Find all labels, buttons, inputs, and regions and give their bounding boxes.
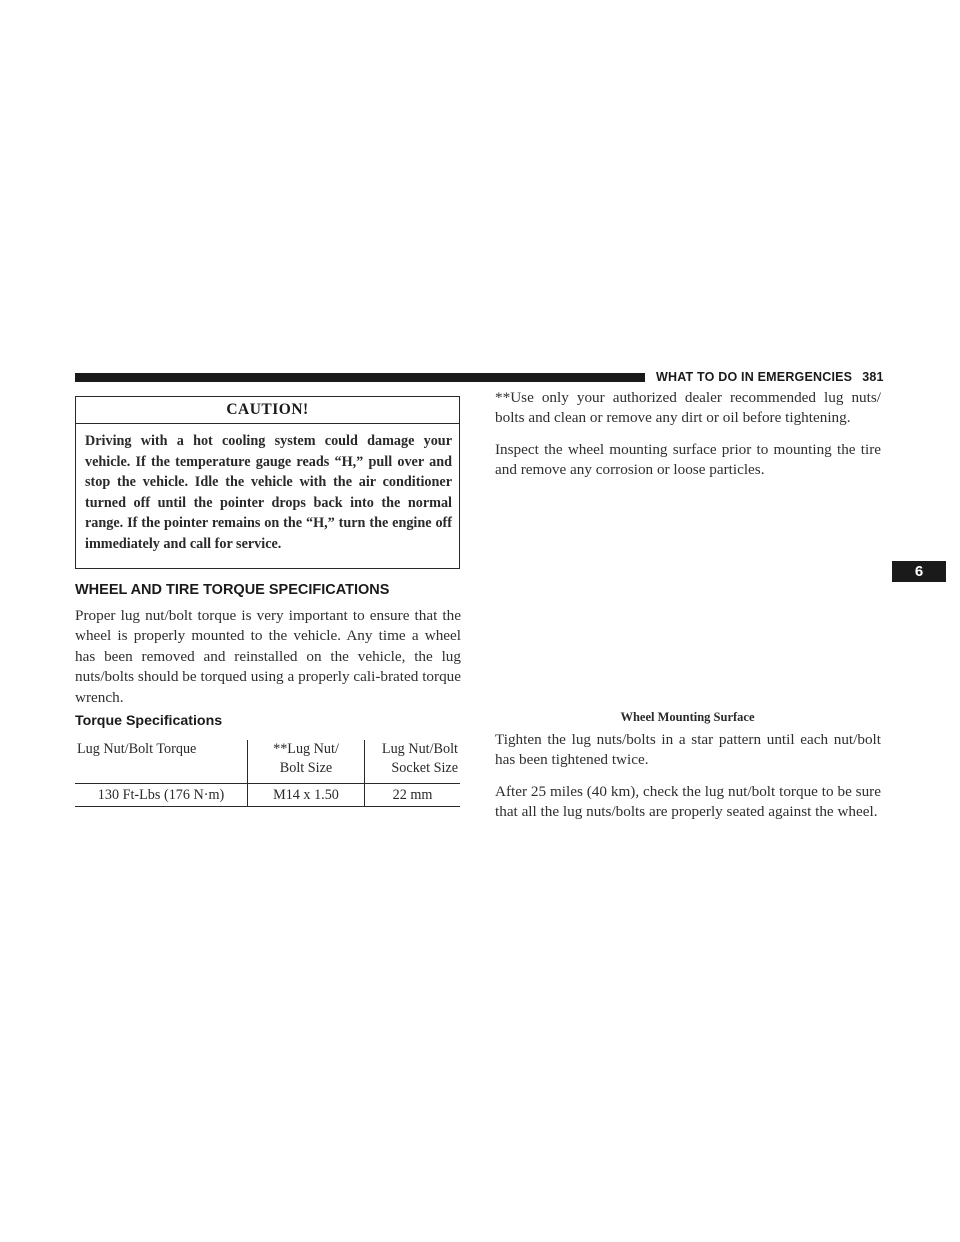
torque-intro-paragraph: Proper lug nut/bolt torque is very important to ensure that the wheel is properly mounted to the vehicle. Any time a wheel has been removed and reinstalled on the vehicle, the lug nuts/bolts should be torqued using a properly cali-brated torque wrench. xyxy=(75,607,461,706)
table-cell-bolt-size: M14 x 1.50 xyxy=(248,784,365,807)
section-title: WHAT TO DO IN EMERGENCIES xyxy=(656,370,853,384)
column-header-text: Lug Nut/Bolt xyxy=(381,741,458,757)
inspect-paragraph: Inspect the wheel mounting surface prior to mounting the tire and remove any corrosion or loose particles. xyxy=(495,441,881,479)
torque-specs-heading: Torque Specifications xyxy=(75,713,223,729)
column-header-text: Socket Size xyxy=(391,760,458,776)
caution-box xyxy=(75,396,460,569)
after-miles-paragraph: After 25 miles (40 km), check the lug nut/bolt torque to be sure that all the lug nuts/bolts are properly seated against the wheel. xyxy=(495,783,881,821)
wheel-mounting-figure xyxy=(495,482,880,706)
table-header-row xyxy=(75,740,460,784)
running-header xyxy=(656,370,884,384)
column-header-text: Bolt Size xyxy=(279,760,333,776)
column-header-socket-size xyxy=(365,740,461,784)
column-header-torque xyxy=(75,740,248,784)
column-header-bolt-size xyxy=(248,740,365,784)
table-cell-torque: 130 Ft-Lbs (176 N·m) xyxy=(75,784,248,807)
page-number: 381 xyxy=(862,370,884,384)
column-header-text: Lug Nut/Bolt Torque xyxy=(77,741,197,757)
lug-nut-note-paragraph: **Use only your authorized dealer recommended lug nuts/ bolts and clean or remove any dirt or oil before tightening. xyxy=(495,389,881,427)
torque-specs-table xyxy=(75,740,460,807)
chapter-tab: 6 xyxy=(892,561,946,582)
tighten-paragraph: Tighten the lug nuts/bolts in a star pattern until each nut/bolt has been tightened twice. xyxy=(495,731,881,769)
caution-title: CAUTION! xyxy=(76,397,459,424)
table-row xyxy=(75,784,460,807)
section-heading: WHEEL AND TIRE TORQUE SPECIFICATIONS xyxy=(75,582,390,598)
header-rule xyxy=(75,373,645,382)
figure-caption: Wheel Mounting Surface xyxy=(620,710,755,724)
table-cell-socket-size: 22 mm xyxy=(365,784,461,807)
caution-text: Driving with a hot cooling system could damage your vehicle. If the temperature gauge reads “H,” pull over and stop the vehicle. Idle the vehicle with the air conditioner turned off until the pointer drops back into the normal range. If the pointer remains on the “H,” turn the engine off immediately and call for service. xyxy=(85,433,452,552)
column-header-text: **Lug Nut/ xyxy=(273,741,339,757)
